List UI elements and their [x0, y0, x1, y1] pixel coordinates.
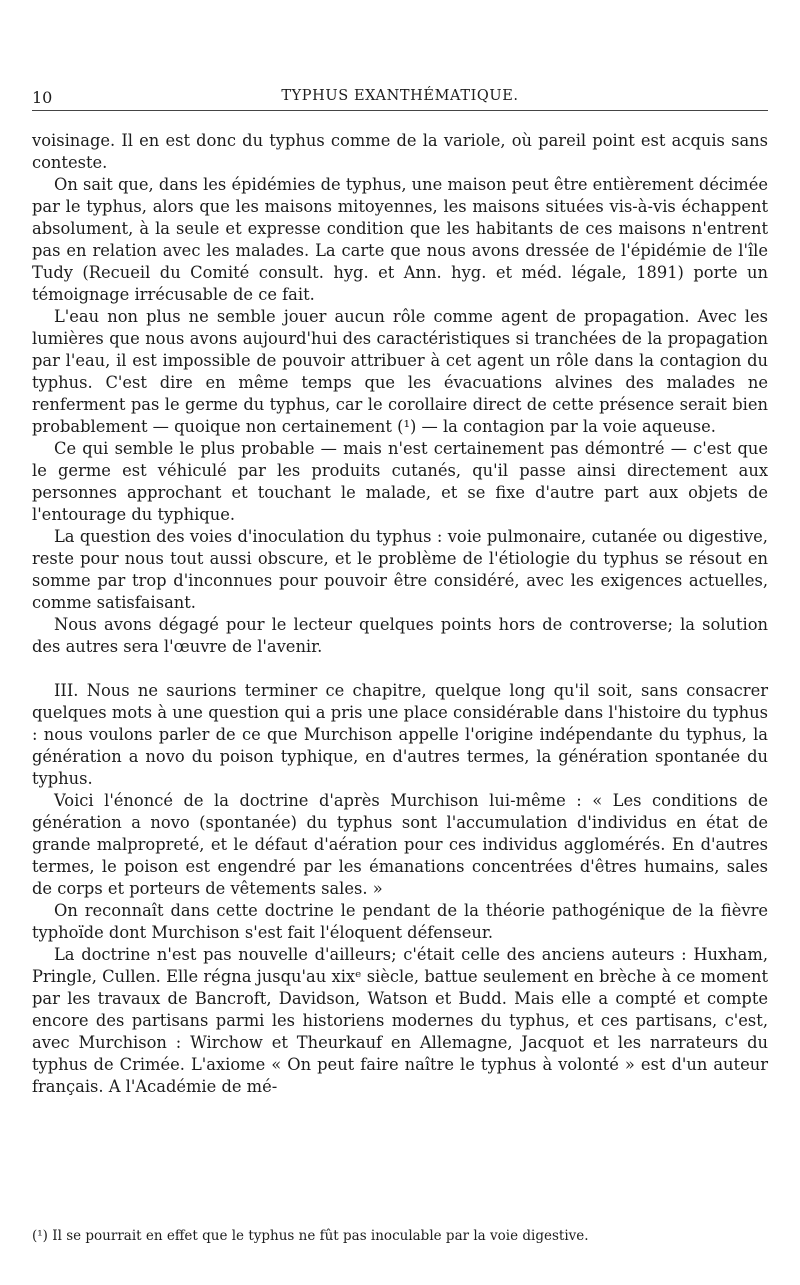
paragraph-5: La question des voies d'inoculation du typhus : voie pulmonaire, cutanée ou digestive, reste pour nous tout aussi obscure, et le problème de l'étiologie du typhus se résout en somme par trop d'inconnues pour pouvoir être considéré, avec les exigences actuelles, comme satisfaisant. — [32, 527, 768, 612]
paragraph-8: Voici l'énoncé de la doctrine d'après Murchison lui-même : « Les conditions de génération a novo (spontanée) du typhus sont l'accumulation d'individus en état de grande malpropreté, et le défaut d'aération pour ces individus agglomérés. En d'autres termes, le poison est engendré par les émanations concentrées d'êtres humains, sales de corps et porteurs de vêtements sales. » — [32, 791, 768, 898]
page-number: 10 — [32, 88, 53, 107]
paragraph-section-3: III. Nous ne saurions terminer ce chapitre, quelque long qu'il soit, sans consacrer quelques mots à une question qui a pris une place considérable dans l'histoire du typhus : nous voulons parler de ce que Murchison appelle l'origine indépendante du typhus, la génération a novo du poison typhique, en d'autres termes, la génération spontanée du typhus. — [32, 681, 768, 788]
body-text — [32, 130, 768, 1098]
footnote — [32, 1227, 768, 1245]
paragraph-4: Ce qui semble le plus probable — mais n'est certainement pas démontré — c'est que le germe est véhiculé par les produits cutanés, qu'il passe ainsi directement aux personnes approchant et touchant le malade, et se fixe d'autre part aux objets de l'entourage du typhique. — [32, 439, 768, 524]
footnote-mark: (¹) — [32, 1228, 48, 1244]
paragraph-3: L'eau non plus ne semble jouer aucun rôle comme agent de propagation. Avec les lumières que nous avons aujourd'hui des caractéristiques si tranchées de la propagation par l'eau, il est impossible de pouvoir attribuer à cet agent un rôle dans la contagion du typhus. C'est dire en même temps que les évacuations alvines des malades ne renferment pas le germe du typhus, car le corollaire direct de cette présence serait bien probablement — quoique non certainement (¹) — la contagion par la voie aqueuse. — [32, 307, 768, 436]
paragraph-1: voisinage. Il en est donc du typhus comme de la variole, où pareil point est acquis sans conteste. — [32, 131, 768, 172]
page-header — [32, 86, 768, 111]
paragraph-2: On sait que, dans les épidémies de typhus, une maison peut être entièrement décimée par le typhus, alors que les maisons mitoyennes, les maisons situées vis-à-vis échappent absolument, à la seule et expresse condition que les habitants de ces maisons n'entrent pas en relation avec les malades. La carte que nous avons dressée de l'épidémie de l'île Tudy (Recueil du Comité consult. hyg. et Ann. hyg. et méd. légale, 1891) porte un témoignage irrécusable de ce fait. — [32, 175, 768, 304]
running-title: TYPHUS EXANTHÉMATIQUE. — [281, 88, 519, 104]
footnote-text: Il se pourrait en effet que le typhus ne fût pas inoculable par la voie digestive. — [52, 1228, 589, 1244]
paragraph-10: La doctrine n'est pas nouvelle d'ailleurs; c'était celle des anciens auteurs : Huxham, Pringle, Cullen. Elle régna jusqu'au xixᵉ siècle, battue seulement en brèche à ce moment par les travaux de Bancroft, Davidson, Watson et Budd. Mais elle a compté et compte encore des partisans parmi les historiens modernes du typhus, et ces partisans, c'est, avec Murchison : Wirchow et Theurkauf en Allemagne, Jacquot et les narrateurs du typhus de Crimée. L'axiome « On peut faire naître le typhus à volonté » est d'un auteur français. A l'Académie de mé- — [32, 945, 768, 1096]
paragraph-9: On reconnaît dans cette doctrine le pendant de la théorie pathogénique de la fièvre typhoïde dont Murchison s'est fait l'éloquent défenseur. — [32, 901, 768, 942]
paragraph-6: Nous avons dégagé pour le lecteur quelques points hors de controverse; la solution des autres sera l'œuvre de l'avenir. — [32, 615, 768, 656]
